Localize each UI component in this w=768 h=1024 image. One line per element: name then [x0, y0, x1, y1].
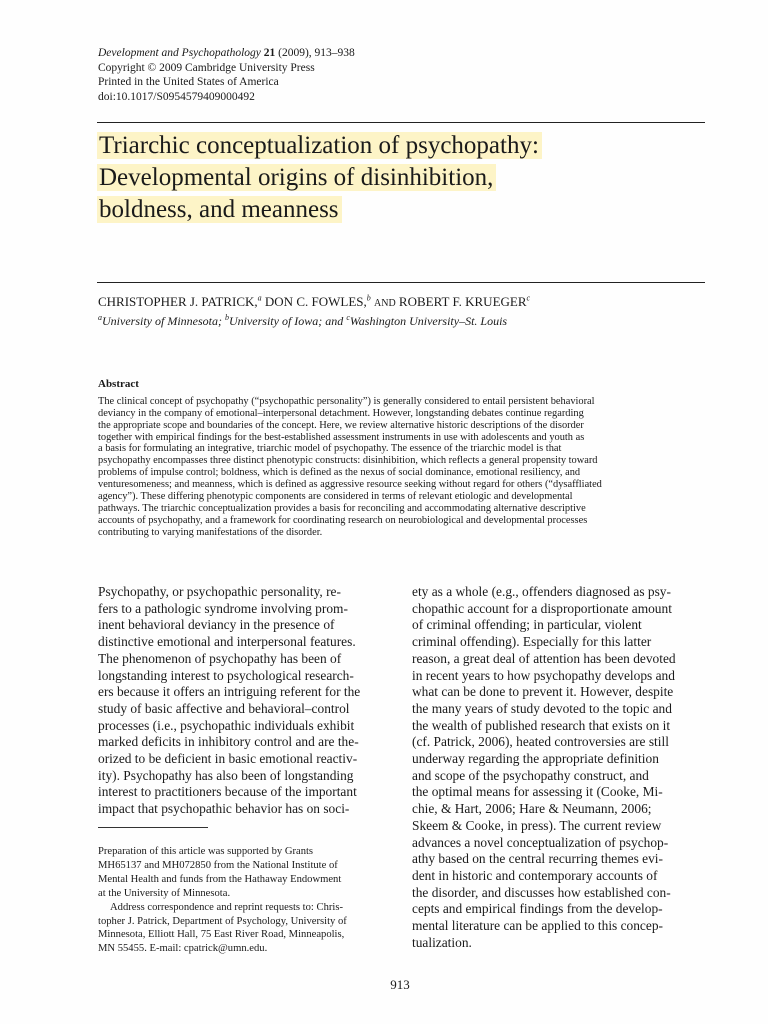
abstract-line: accounts of psychopathy, and a framework for coordinating research on neurobiological and developmental processes: [98, 514, 588, 526]
body-line: Psychopathy, or psychopathic personality, re-: [98, 584, 341, 599]
body-line: chie, & Hart, 2006; Hare & Neumann, 2006;: [412, 801, 652, 817]
article-title: [97, 130, 707, 226]
body-line: interest to practitioners because of the important: [98, 784, 357, 800]
body-line: the many years of study devoted to the topic and: [412, 700, 672, 716]
body-line: chopathic account for a disproportionate amount: [412, 600, 672, 616]
title-line: boldness, and meanness: [97, 196, 342, 223]
title-line: Developmental origins of disinhibition,: [97, 164, 496, 191]
affiliation: University of Iowa; and: [228, 314, 344, 328]
abstract: [98, 379, 710, 538]
body-line: underway regarding the appropriate definition: [412, 751, 659, 767]
body-line: and scope of the psychopathy construct, and: [412, 767, 649, 783]
printed-line: Printed in the United States of America: [98, 76, 279, 88]
affiliation: Washington University–St. Louis: [349, 314, 508, 328]
affiliations: [98, 314, 706, 329]
author-affil-mark: a: [257, 293, 262, 303]
author-conjunction: AND: [374, 298, 396, 309]
doi-line[interactable]: doi:10.1017/S0954579409000492: [98, 90, 255, 103]
body-line: longstanding interest to psychological research-: [98, 667, 354, 683]
abstract-line: pathways. The triarchic conceptualization provides a basis for reconciling and accommodating alternative descriptive: [98, 502, 586, 514]
abstract-line: deviancy in the company of emotional–interpersonal detachment. However, longstanding debates continue regarding: [98, 407, 584, 419]
footnote-line: MN 55455. E-mail: cpatrick@umn.edu.: [98, 943, 268, 955]
abstract-line: the appropriate scope and boundaries of the concept. Here, we review alternative historic descriptions of the disorder: [98, 419, 584, 431]
body-line: of criminal offending; in particular, violent: [412, 617, 642, 633]
footnote-line: at the University of Minnesota.: [98, 887, 231, 899]
abstract-line: venturesomeness; and meanness, which is defined as aggressive resource seeking without regard for others (“dysaffliated: [98, 479, 602, 490]
author-affil-mark: c: [526, 293, 531, 303]
body-line: athy based on the central recurring themes evi-: [412, 851, 663, 867]
footnote-line: Address correspondence and reprint requests to: Chris-: [110, 901, 343, 913]
body-line: processes (i.e., psychopathic individuals exhibit: [98, 717, 355, 733]
footnote-line: Minnesota, Elliott Hall, 75 East River Road, Minneapolis,: [98, 929, 345, 941]
body-line: what can be done to prevent it. However, despite: [412, 684, 674, 700]
affil-mark: b: [224, 313, 229, 322]
body-line: impact that psychopathic behavior has on soci-: [98, 801, 350, 817]
body-line: study of basic affective and behavioral–control: [98, 700, 350, 716]
title-rule: [97, 282, 705, 283]
body-line: the wealth of published research that exists on it: [412, 717, 671, 733]
body-line: criminal offending). Especially for this latter: [412, 634, 652, 650]
body-line: advances a novel conceptualization of psychop-: [412, 834, 669, 850]
top-rule: [97, 122, 705, 123]
abstract-heading: Abstract: [98, 378, 139, 390]
footnote-line: topher J. Patrick, Department of Psychology, University of: [98, 915, 347, 927]
body-line: cepts and empirical findings from the develop-: [412, 901, 663, 917]
body-line: ity). Psychopathy has also been of longstanding: [98, 767, 354, 783]
journal-name: Development and Psychopathology: [98, 47, 261, 59]
abstract-line: agency”). These differing phenotypic components are considered in terms of relevant etiologic and developmental: [98, 490, 573, 502]
footnote-rule: [98, 827, 208, 828]
body-line: the disorder, and discusses how established con-: [412, 884, 671, 900]
body-line: fers to a pathologic syndrome involving prom-: [98, 600, 348, 616]
abstract-line: contributing to varying manifestations of the disorder.: [98, 526, 323, 538]
author-name: ROBERT F. KRUEGER: [398, 294, 527, 309]
body-column-left: [98, 584, 394, 818]
body-line: orized to be deficient in basic emotional reactiv-: [98, 751, 358, 767]
body-line: tualization.: [412, 934, 472, 950]
body-line: distinctive emotional and interpersonal features.: [98, 634, 356, 650]
body-line: the optimal means for assessing it (Cooke, Mi-: [412, 784, 663, 800]
body-line: in recent years to how psychopathy develops and: [412, 667, 675, 683]
body-line: mental literature can be applied to this concep-: [412, 918, 663, 934]
body-column-right: [412, 584, 708, 951]
journal-year-pages: (2009), 913–938: [278, 47, 355, 59]
body-line: dent in historic and contemporary accounts of: [412, 867, 658, 883]
body-line: marked deficits in inhibitory control and are the-: [98, 734, 359, 750]
abstract-line: psychopathy encompasses three distinct phenotypic constructs: disinhibition, which reflects a general propensity toward: [98, 455, 598, 467]
author-name: DON C. FOWLES,: [264, 294, 367, 309]
author-name: CHRISTOPHER J. PATRICK,: [98, 294, 258, 309]
author-affil-mark: b: [366, 293, 371, 303]
body-line: ety as a whole (e.g., offenders diagnosed as psy-: [412, 584, 671, 599]
footnote-line: Preparation of this article was supported by Grants: [98, 846, 314, 857]
journal-header: [98, 46, 698, 104]
citation-line: [98, 46, 698, 61]
abstract-line: a basis for formulating an integrative, triarchic model of psychopathy. The essence of the triarchic model is that: [98, 443, 562, 455]
footnote-line: Mental Health and funds from the Hathaway Endowment: [98, 873, 342, 885]
copyright-line: Copyright © 2009 Cambridge University Press: [98, 61, 315, 74]
journal-volume: 21: [263, 47, 276, 59]
body-line: inent behavioral deviancy in the presence of: [98, 617, 335, 633]
title-line: Triarchic conceptualization of psychopathy:: [97, 132, 542, 159]
author-list: [98, 294, 706, 312]
body-line: The phenomenon of psychopathy has been of: [98, 650, 342, 666]
footnote: [98, 845, 394, 956]
affiliation: University of Minnesota;: [102, 314, 222, 328]
footnote-line: MH65137 and MH072850 from the National Institute of: [98, 859, 338, 871]
body-line: ers because it offers an intriguing referent for the: [98, 684, 361, 700]
abstract-line: problems of impulse control; boldness, which is defined as the nexus of social dominance, emotional resiliency, and: [98, 467, 581, 479]
abstract-line: The clinical concept of psychopathy (“psychopathic personality”) is generally considered to entail persistent behavioral: [98, 395, 595, 407]
body-line: reason, a great deal of attention has been devoted: [412, 650, 676, 666]
body-line: Skeem & Cooke, in press). The current review: [412, 817, 662, 833]
affil-mark: c: [346, 313, 350, 322]
abstract-line: together with empirical findings for the best-established assessment instruments in use with adolescents and youth as: [98, 431, 585, 443]
affil-mark: a: [98, 313, 102, 322]
body-line: (cf. Patrick, 2006), heated controversies are still: [412, 734, 669, 750]
page-number: 913: [390, 977, 410, 992]
